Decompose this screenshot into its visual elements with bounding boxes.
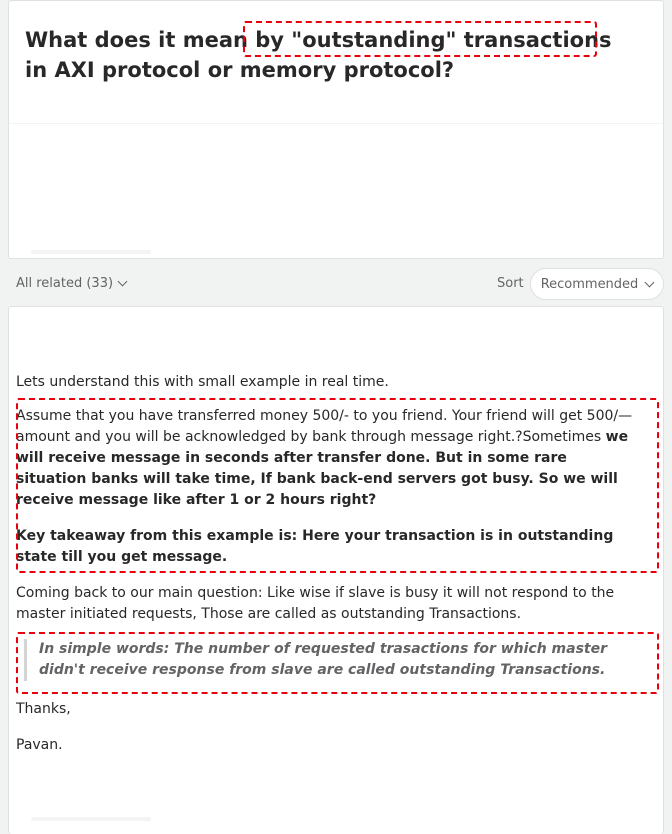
- answer-paragraph-2: [16, 406, 638, 511]
- answer-author: Pavan.: [16, 737, 63, 753]
- question-title[interactable]: What does it mean by "outstanding" transactions in AXI protocol or memory protocol?: [25, 28, 612, 82]
- answer-paragraph-4: Coming back to our main question: Like wise if slave is busy it will not respond to the master initiated requests, Those are called as outstanding Transactions.: [16, 585, 615, 622]
- all-related-label: All related (33): [16, 276, 114, 291]
- answer-paragraph-1: Lets understand this with small example in real time.: [16, 374, 389, 390]
- all-related-dropdown[interactable]: [16, 276, 126, 291]
- question-footer-fade: [31, 250, 151, 254]
- sort-value: Recommended: [540, 276, 639, 292]
- sort-dropdown[interactable]: [530, 268, 664, 300]
- question-divider: [9, 123, 663, 124]
- answer-signoff: Thanks,: [16, 701, 71, 717]
- answer-quote: In simple words: The number of requested trasactions for which master didn't receive response from slave are called outstanding Transactions.: [24, 639, 632, 681]
- sort-label: Sort: [497, 276, 524, 291]
- filter-bar: [0, 262, 672, 304]
- question-card: [8, 0, 664, 259]
- answer-paragraph-2-bold: we will receive message in seconds after transfer done. But in some rare situation banks will take time, If bank back-end servers got busy. So we will receive message like after 1 or 2 hours right?: [16, 429, 629, 508]
- chevron-down-icon: [645, 277, 655, 287]
- chevron-down-icon: [118, 277, 128, 287]
- answer-key-takeaway: Key takeaway from this example is: Here your transaction is in outstanding state till you get message.: [16, 528, 614, 565]
- answer-paragraph-2-plain: Assume that you have transferred money 500/- to you friend. Your friend will get 500/— amount and you will be acknowledged by bank through message right.?Sometimes: [16, 408, 633, 445]
- answer-footer-fade: [31, 817, 151, 821]
